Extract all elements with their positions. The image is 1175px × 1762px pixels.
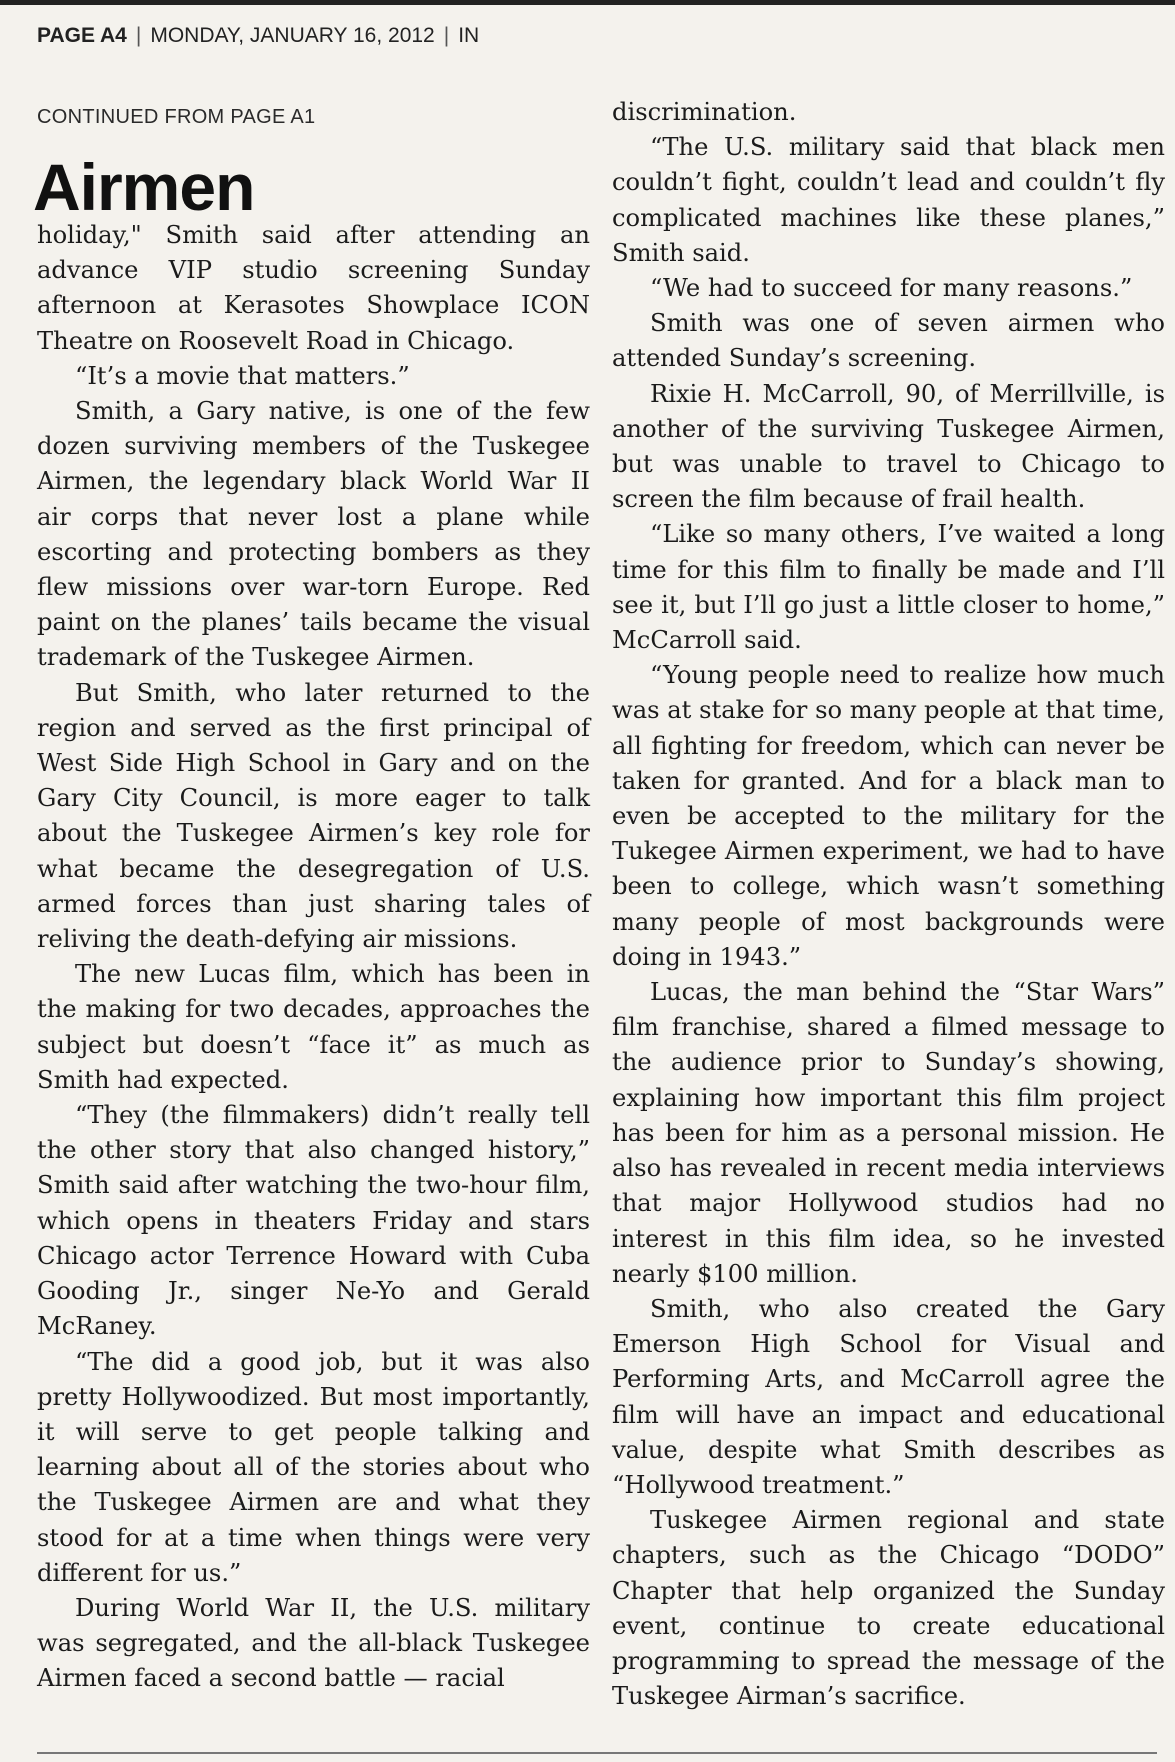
header-separator: | (443, 24, 450, 47)
paragraph: “Young people need to realize how much was at stake for so many people at that time, all fighting for freedom, which can never be taken for granted. And for a black man to even be accepted to the military for the Tukegee Airmen experiment, we had to have been to college, which wasn’t something many people of most backgrounds were doing in 1943.” (612, 661, 1165, 971)
left-column (37, 218, 590, 1697)
page-date: MONDAY, JANUARY 16, 2012 (150, 24, 435, 47)
paragraph: “Like so many others, I’ve waited a long time for this film to finally be made and I’ll see it, but I’ll go just a little closer to home,” McCarroll said. (612, 520, 1165, 655)
paragraph: But Smith, who later returned to the region and served as the first principal of West Side High School in Gary and on the Gary City Council, is more eager to talk about the Tuskegee Airmen’s key role for what became the desegregation of U.S. armed forces than just sharing tales of reliving the death-defying air missions. (37, 678, 590, 954)
paragraph: “It’s a movie that matters.” (75, 361, 410, 390)
page-number: PAGE A4 (37, 24, 127, 47)
paragraph: “They (the filmmakers) didn’t really tell the other story that also changed history,” Smith said after watching the two-hour film, which opens in theaters Friday and stars Chicago actor Terrence Howard with Cuba Gooding Jr., singer Ne-Yo and Gerald McRaney. (37, 1101, 590, 1341)
paragraph: Tuskegee Airmen regional and state chapters, such as the Chicago “DODO” Chapter that help organized the Sunday event, continue to create educational programming to spread the message of the Tuskegee Airman’s sacrifice. (612, 1506, 1165, 1711)
right-column (612, 95, 1165, 1714)
header-separator: | (135, 24, 142, 47)
paragraph: “The U.S. military said that black men couldn’t fight, couldn’t lead and couldn’t fly complicated machines like these planes,” Smith said. (612, 133, 1165, 267)
paragraph: holiday," Smith said after attending an advance VIP studio screening Sunday afternoon at Kerasotes Showplace ICON Theatre on Roosevelt Road in Chicago. (37, 221, 590, 355)
headline: Airmen (33, 150, 255, 224)
paragraph: “The did a good job, but it was also pretty Hollywoodized. But most importantly, it will serve to get people talking and learning about all of the stories about who the Tuskegee Airmen are and what they stood for at a time when things were very different for us.” (37, 1347, 590, 1587)
section-label: IN (458, 24, 480, 47)
bottom-rule (37, 1752, 1157, 1754)
paragraph: Smith, a Gary native, is one of the few dozen surviving members of the Tuskegee Airmen, the legendary black World War II air corps that never lost a plane while escorting and protecting bombers as they flew missions over war-torn Europe. Red paint on the planes’ tails became the visual trademark of the Tuskegee Airmen. (37, 397, 590, 672)
paragraph: Smith was one of seven airmen who attended Sunday’s screening. (612, 309, 1165, 373)
paragraph: During World War II, the U.S. military was segregated, and the all-black Tuskegee Airmen faced a second battle — racial (37, 1593, 590, 1693)
paragraph: discrimination. (612, 98, 797, 126)
top-rule (0, 0, 1175, 5)
paragraph: Rixie H. McCarroll, 90, of Merrillville, is another of the surviving Tuskegee Airmen, but was unable to travel to Chicago to screen the film because of frail health. (612, 379, 1165, 514)
page-header (37, 20, 479, 52)
paragraph: The new Lucas film, which has been in the making for two decades, approaches the subject but doesn’t “face it” as much as Smith had expected. (37, 960, 590, 1094)
paragraph: “We had to succeed for many reasons.” (650, 274, 1133, 303)
paragraph: Lucas, the man behind the “Star Wars” film franchise, shared a filmed message to the audience prior to Sunday’s showing, explaining how important this film project has been for him as a personal mission. He also has revealed in recent media interviews that major Hollywood studios had no interest in this film idea, so he invested nearly $100 million. (612, 978, 1165, 1288)
paragraph: Smith, who also created the Gary Emerson High School for Visual and Performing Arts, and McCarroll agree the film will have an impact and educational value, despite what Smith describes as “Hollywood treatment.” (612, 1294, 1165, 1499)
continued-label: CONTINUED FROM PAGE A1 (37, 106, 316, 128)
